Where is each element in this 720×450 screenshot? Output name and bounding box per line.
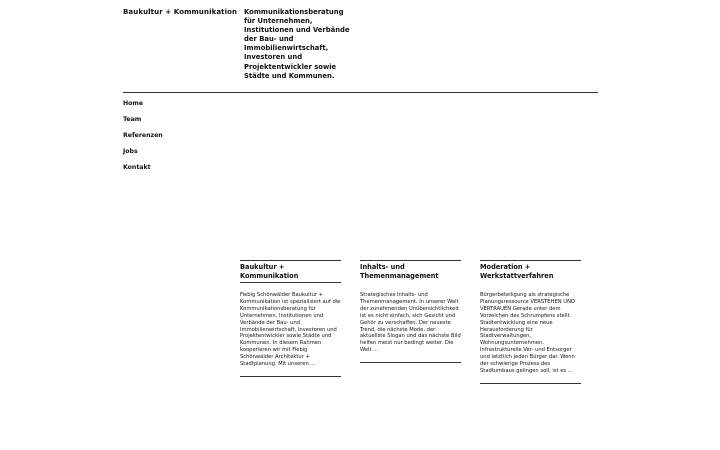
- teaser-title[interactable]: Moderation + Werkstattverfahren: [480, 263, 554, 280]
- teaser-moderation: [480, 260, 581, 384]
- teaser-top-divider: [480, 260, 581, 261]
- teaser-baukultur: [240, 260, 341, 377]
- nav-item-kontakt[interactable]: Kontakt: [123, 164, 151, 171]
- teaser-text[interactable]: Bürgerbeteiligung als strategische Planungsressource VERSTEHEN UND VERTRAUEN Gerade unter dem Vorzeichen des Schrumpfens stellt Stadtentwicklung eine neue Herausforderung für Stadtverwaltungen, Wohnungsunternehmen, Infrastrukturelle Ver- und Entsorger und letztlich jeden Bürger dar. Wenn der schwierige Prozess des Stadtumbaus gelingen soll, ist es ...: [480, 292, 575, 374]
- main-navigation: [123, 100, 163, 180]
- teaser-bottom-divider: [240, 376, 341, 377]
- header-divider: [123, 92, 598, 93]
- teaser-title[interactable]: Baukultur + Kommunikation: [240, 263, 299, 280]
- teaser-title-divider: [240, 282, 341, 283]
- teaser-text[interactable]: Fiebig Schönwälder Baukultur + Kommunikation ist spezialisiert auf die Kommunikationsberatung für Unternehmen, Institutionen und Verbände der Bau- und Immobilienwirtschaft, Investoren und Projektentwickler sowie Städte und Kommunen. In diesem Rahmen kooperieren wir mit Fiebig Schönwälder Architektur + Stadtplanung. Mit unseren ...: [240, 292, 341, 368]
- teaser-themenmanagement: [360, 260, 461, 363]
- teaser-title[interactable]: Inhalts- und Themenmanagement: [360, 263, 439, 280]
- teaser-text[interactable]: Strategisches Inhalts- und Themenmanagement. In unserer Welt der zunehmenden Unübersichtlichkeit ist es nicht einfach, sich Gesicht und Gehör zu verschaffen. Der neueste Trend, die nächste Mode, der aktuellste Slogan und das nächste Bild helfen meist nur bedingt weiter. Die Welt ...: [360, 292, 461, 354]
- site-tagline: Kommunikationsberatung für Unternehmen, Institutionen und Verbände der Bau- und Immobilienwirtschaft, Investoren und Projektentwickler sowie Städte und Kommunen.: [244, 8, 350, 80]
- nav-item-home[interactable]: Home: [123, 100, 144, 107]
- nav-item-jobs[interactable]: Jobs: [123, 148, 138, 155]
- nav-item-team[interactable]: Team: [123, 116, 142, 123]
- teaser-top-divider: [360, 260, 461, 261]
- teaser-top-divider: [240, 260, 341, 261]
- teaser-bottom-divider: [360, 362, 461, 363]
- teaser-bottom-divider: [480, 383, 581, 384]
- site-brand-title[interactable]: Baukultur + Kommunikation: [123, 8, 238, 16]
- nav-item-referenzen[interactable]: Referenzen: [123, 132, 163, 139]
